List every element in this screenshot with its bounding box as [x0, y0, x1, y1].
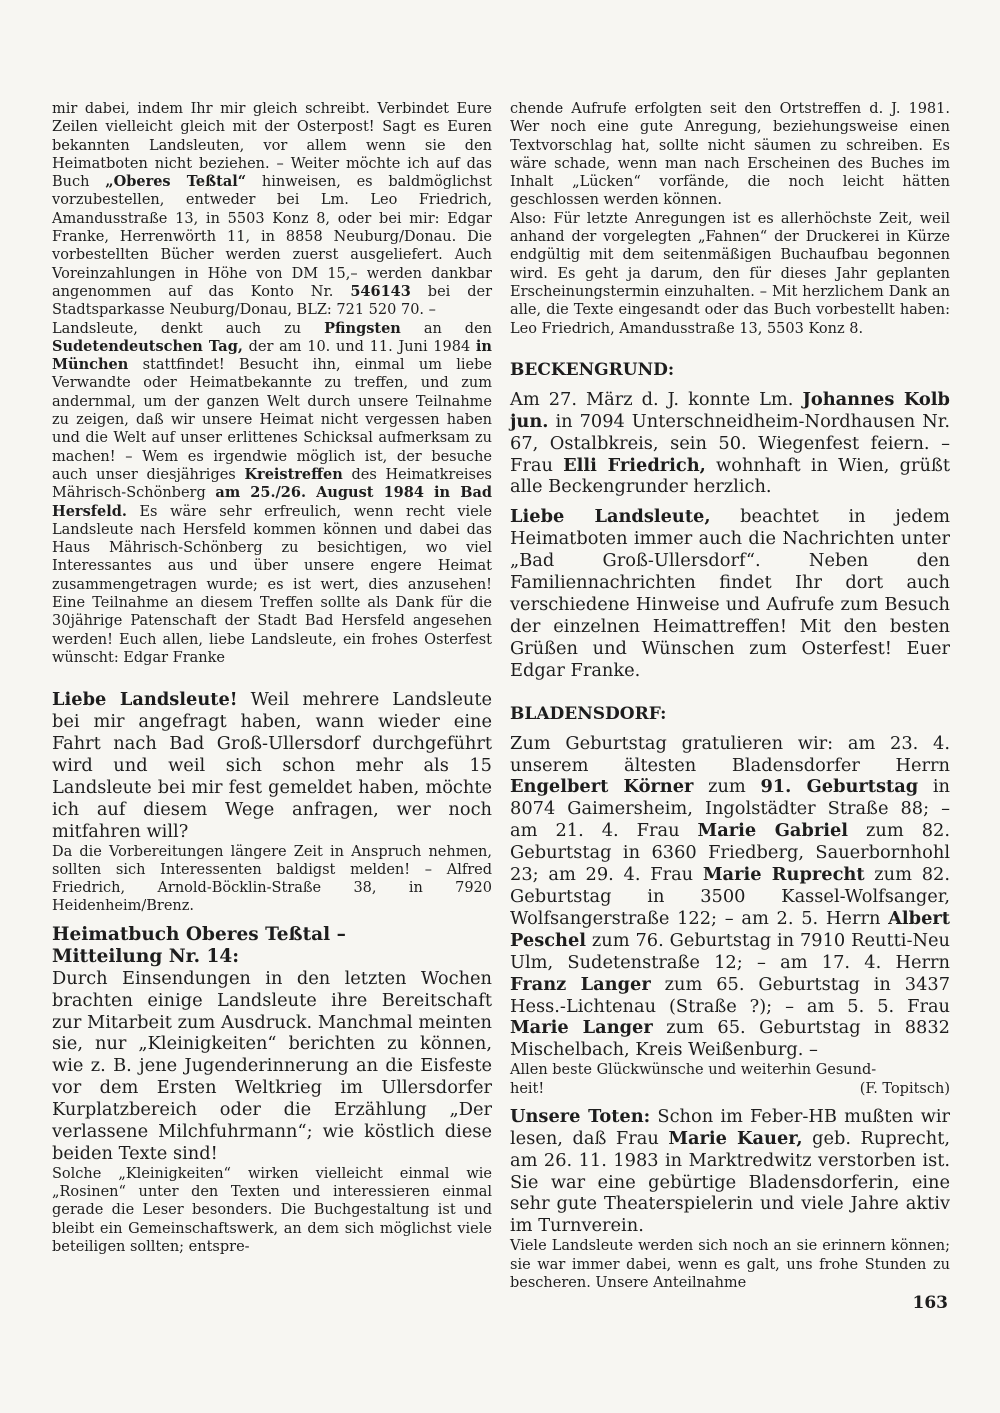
paragraph-beckengrund-birthday: Am 27. März d. J. konnte Lm. Johannes Kolb jun. in 7094 Unterschneidheim-Nordhausen Nr. 67, Ostalbkreis, sein 50. Wiegenfest feiern. – Frau Elli Friedrich, wohnhaft in Wien, grüßt alle Beckengrunder herzlich.: [510, 388, 950, 498]
paragraph-anregungen: Also: Für letzte Anregungen ist es allerhöchste Zeit, weil anhand der vorgelegten „Fahnen“ der Druckerei in Kürze endgültig mit dem seitenmäßigen Buchaufbau begonnen wird. Es geht ja darum, den für dieses Jahr geplanten Erscheinungstermin einzuhalten. – Mit herzlichem Dank an alle, die Texte eingesandt oder das Buch vorbestellt haben: Leo Friedrich, Amandusstraße 13, 5503 Konz 8.: [510, 210, 950, 337]
page-number: 163: [912, 1293, 948, 1313]
paragraph-sudetendeutscher-tag: Landsleute, denkt auch zu Pfingsten an den Sudetendeutschen Tag, der am 10. und 11. Juni 1984 in München stattfindet! Besucht ihn, einmal um liebe Verwandte oder Heimatbekannte zu treffen, und zum andernmal, um der ganzen Welt durch unsere Teilnahme zu zeigen, daß wir unsere Heimat nicht vergessen haben und die Welt auf unser erlittenes Schicksal aufmerksam zu machen! – Wem es irgendwie möglich ist, der besuche auch unser diesjähriges Kreistreffen des Heimatkreises Mährisch-Schönberg am 25./26. August 1984 in Bad Hersfeld. Es wäre sehr erfreulich, wenn recht viele Landsleute nach Hersfeld kommen können und dabei das Haus Mährisch-Schönberg zu besichtigen, wo viel Interessantes aus und über unsere engere Heimat zusammengetragen wurde; es ist wert, dies anzusehen! Eine Teilnahme an diesem Treffen sollte als Dank für die 30jährige Patenschaft der Stadt Bad Hersfeld angesehen werden! Euch allen, liebe Landsleute, ein frohes Osterfest wünscht: Edgar Franke: [52, 319, 492, 666]
signature-topitsch: (F. Topitsch): [859, 1080, 950, 1097]
account-number: 546143: [350, 282, 411, 300]
paragraph-unsere-toten: Unsere Toten: Schon im Feber-HB mußten wir lesen, daß Frau Marie Kauer, geb. Ruprecht, am 26. 11. 1983 in Marktredwitz verstorben ist. Sie war eine gebürtige Bladensdorferin, eine sehr gute Theaterspielerin und viele Jahre aktiv im Turnverein.: [510, 1105, 951, 1237]
section-heading-heimatbuch: Heimatbuch Oberes Teßtal – Mitteilung Nr. 14:: [52, 923, 346, 967]
paragraph-einsendungen: Durch Einsendungen in den letzten Wochen brachten einige Landsleute ihre Bereitschaft zur Mitarbeit zum Ausdruck. Manchmal meinten sie, nur „Kleinigkeiten“ berichten zu können, wie z. B. jene Jugenderinnerung an die Eisfeste vor dem Ersten Weltkrieg im Ullersdorfer Kurplatzbereich oder die Erzählung „Der verlassene Milchfuhrmann“; wie köstlich diese beiden Texte sind!: [52, 967, 492, 1164]
paragraph-bladensdorf-birthdays: Zum Geburtstag gratulieren wir: am 23. 4. unserem ältesten Bladensdorfer Herrn Engelbert Körner zum 91. Geburtstag in 8074 Gaimersheim, Ingolstädter Straße 88; – am 21. 4. Frau Marie Gabriel zum 82. Geburtstag in 6360 Friedberg, Sauerbornhohl 23; am 29. 4. Frau Marie Ruprecht zum 82. Geburtstag in 3500 Kassel-Wolfsanger, Wolfsangerstraße 122; – am 2. 5. Herrn Albert Peschel zum 76. Geburtstag in 7910 Reutti-Neu Ulm, Sudetenstraße 12; – am 17. 4. Herrn Franz Langer zum 65. Geburtstag in 3437 Hess.-Lichtenau (Straße ?); – am 5. 5. Frau Marie Langer zum 65. Geburtstag in 8832 Mischelbach, Kreis Weißenburg. –: [510, 732, 951, 1061]
paragraph-kleinigkeiten: Solche „Kleinigkeiten“ wirken vielleicht einmal wie „Rosinen“ unter den Texten und interessieren einmal gerade die Leser besonders. Die Buchgestaltung ist und bleibt ein Gemeinschaftswerk, an dem sich möglichst viele beteiligen sollten; entspre-: [52, 1165, 492, 1256]
book-title: „Oberes Teßtal“: [105, 173, 247, 191]
paragraph-glueckwuensche: Allen beste Glückwünsche und weiterhin Gesund-: [510, 1062, 877, 1079]
section-heading-bladensdorf: BLADENSDORF:: [510, 703, 667, 724]
paragraph-intro: mir dabei, indem Ihr mir gleich schreibt. Verbindet Eure Zeilen vielleicht gleich mit der Osterpost! Sagt es Euren bekannten Landsleuten, vor allem wenn sie den Heimatboten nicht beziehen. – Weiter möchte ich auf das Buch „Oberes Teßtal“ hinweisen, es baldmöglichst vorzubestellen, entweder bei Lm. Leo Friedrich, Amandusstraße 13, in 5503 Konz 8, oder bei mir: Edgar Franke, Herrenwörth 11, in 8858 Neuburg/Donau. Die vorbestellten Bücher werden zuerst ausgeliefert. Auch Voreinzahlungen in Höhe von DM 15,– werden dankbar angenommen auf das Konto Nr. 546143 bei der Stadtsparkasse Neuburg/Donau, BLZ: 721 520 70. –: [52, 101, 492, 319]
paragraph-erinnern: Viele Landsleute werden sich noch an sie erinnern können; sie war immer dabei, wenn es galt, uns frohe Stunden zu bescheren. Unsere Anteilnahme: [510, 1238, 950, 1291]
paragraph-liebe-landsleute: Liebe Landsleute! Weil mehrere Landsleute bei mir angefragt haben, wann wieder eine Fahrt nach Bad Groß-Ullersdorf durchgeführt wird und weil sich schon mehr als 15 Landsleute bei mir fest gemeldet haben, möchte ich auf diesem Wege anfragen, wer noch mitfahren will?: [52, 689, 492, 842]
paragraph-vorbereitungen: Da die Vorbereitungen längere Zeit in Anspruch nehmen, sollten sich Interessenten baldigst melden! – Alfred Friedrich, Arnold-Böcklin-Straße 38, in 7920 Heidenheim/Brenz.: [52, 843, 492, 915]
paragraph-beckengrund-greeting: Liebe Landsleute, beachtet in jedem Heimatboten immer auch die Nachrichten unter „Bad Groß-Ullersdorf“. Neben den Familiennachrichten findet Ihr dort auch verschiedene Hinweise und Aufrufe zum Besuch der einzelnen Heimattreffen! Mit den besten Grüßen und Wünschen zum Osterfest! Euer Edgar Franke.: [510, 506, 950, 681]
left-column: [52, 100, 492, 1256]
signature-row: heit! (F. Topitsch): [510, 1080, 950, 1097]
right-column: [510, 100, 950, 1292]
section-heading-beckengrund: BECKENGRUND:: [510, 359, 675, 380]
paragraph-aufrufe: chende Aufrufe erfolgten seit den Ortstreffen d. J. 1981. Wer noch eine gute Anregung, beziehungsweise einen Textvorschlag hat, sollte nicht säumen zu schreiben. Es wäre schade, wenn man nach Erscheinen des Buches im Inhalt „Lücken“ vorfände, die noch leicht hätten geschlossen werden können.: [510, 101, 950, 209]
